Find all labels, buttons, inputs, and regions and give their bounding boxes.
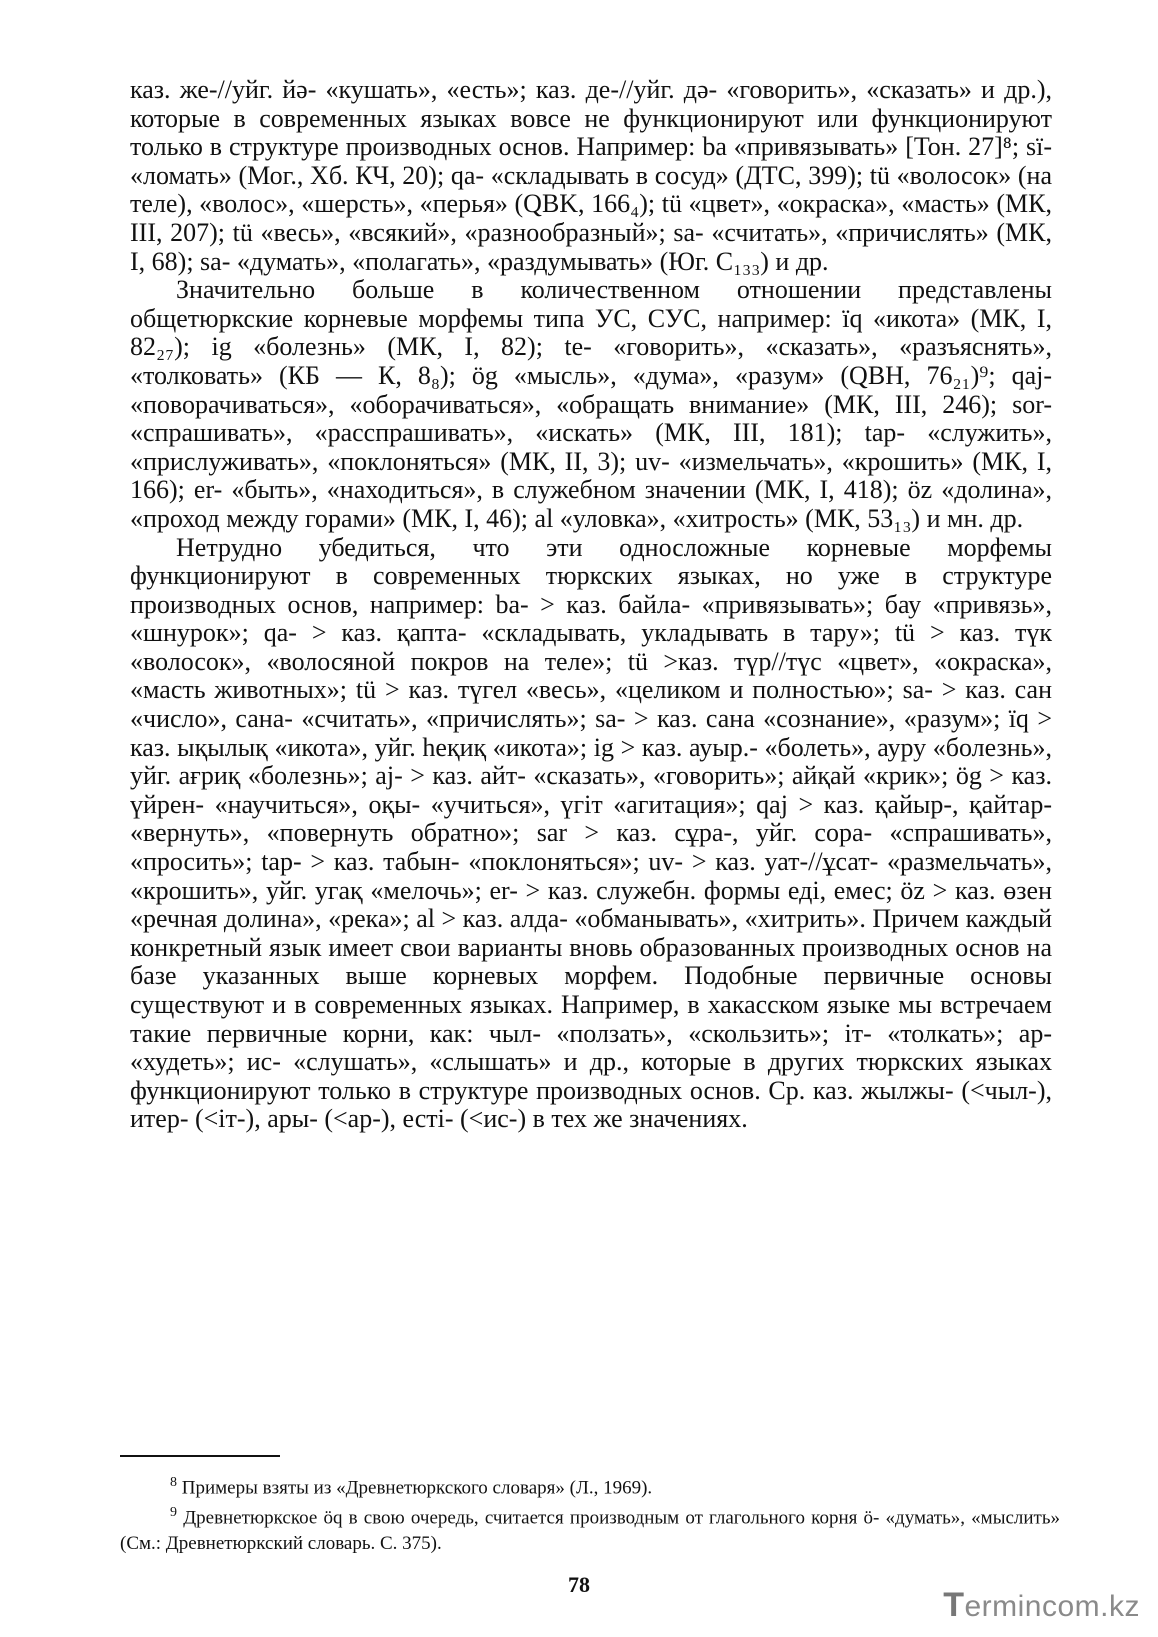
footnote-mark: 9 [170, 1505, 177, 1521]
paragraph-3: Нетрудно убедиться, что эти односложные корневые морфемы функционируют в современных тюркских языках, но уже в структуре производных основ, например: ba- > каз. байла- «привязывать»; бау «привязь», «шнурок»; qa- > каз. қапта- «складывать, укладывать в тару»; tü > каз. түк «волосок», «волосяной покров на теле»; tü >каз. түр//түс «цвет», «окраска», «масть животных»; tü > каз. түгел «весь», «целиком и полностью»; sa- > каз. сан «число», сана- «считать», «причислять»; sa- > каз. сана «сознание», «разум»; ïq > каз. ықылық «икота», уйг. һеқиқ «икота»; ig > каз. ауыр.- «болеть», ауру «болезнь», уйг. ағриқ «болезнь»; aj- > каз. айт- «сказать», «говорить»; айқай «крик»; ög > каз. үйрен- «научиться», оқы- «учиться», үгіт «агитация»; qaj > каз. қайыр-, қайтар- «вернуть», «повернуть обратно»; sar > каз. сұра-, уйг. сора- «спрашивать», «просить»; tap- > каз. табын- «поклоняться»; uv- > каз. уат-//ұсат- «размельчать», «крошить», уйг. угақ «мелочь»; er- > каз. служебн. формы еді, емес; öz > каз. өзен «речная долина», «река»; al > каз. алда- «обманывать», «хитрить». Причем каждый конкретный язык имеет свои варианты вновь образованных производных основ на базе указанных выше корневых морфем. Подобные первичные основы существуют и в современных языках. Например, в хакасском языке мы встречаем такие первичные корни, как: чыл- «ползать», «скользить»; іт- «толкать»; ар- «худеть»; ис- «слушать», «слышать» и др., которые в других тюркских языках функционируют только в структуре производных основ. Ср. каз. жылжы- (<чыл-), итер- (<іт-), ары- (<ар-), есті- (<ис-) в тех же значениях. [130, 532, 1052, 1134]
footnote-text: Примеры взяты из «Древнетюркского словаря» (Л., 1969). [181, 1477, 653, 1499]
footnote-divider [120, 1455, 280, 1457]
footnote-mark: 8 [170, 1475, 177, 1490]
site-watermark-logo: Termincom.kz [943, 1586, 1140, 1624]
footnotes [120, 1470, 1060, 1556]
page-body [130, 76, 1052, 1134]
paragraph-2: Значительно больше в количественном отношении представлены общетюркские корневые морфемы типа УС, СУС, например: ïq «икота» (МК, I, 82₂₇); ig «болезнь» (МК, I, 82); te- «говорить», «сказать», «разъяснять», «толковать» (КБ — К, 8₈); ög «мысль», «дума», «разум» (QBH, 76₂₁)⁹; qaj- «поворачиваться», «оборачиваться», «обращать внимание» (МК, III, 246); sor- «спрашивать», «расспрашивать», «искать» (МК, III, 181); tap- «служить», «прислуживать», «поклоняться» (МК, II, 3); uv- «измельчать», «крошить» (МК, I, 166); er- «быть», «находиться», в служебном значении (МК, I, 418); öz «долина», «проход между горами» (МК, I, 46); al «уловка», «хитрость» (МК, 53₁₃) и мн. др. [130, 275, 1052, 533]
footnote-9 [120, 1500, 1060, 1555]
footnote-8 [120, 1470, 1060, 1500]
footnote-text: Древнетюркское öq в свою очередь, считается производным от глагольного корня ö- «думать», «мыслить» (См.: Древнетюркский словарь. С. 375). [120, 1507, 1061, 1554]
page-number: 78 [568, 1572, 590, 1597]
paragraph-1: каз. же-//уйг. йә- «кушать», «есть»; каз. де-//уйг. дә- «говорить», «сказать» и др.), которые в современных языках вовсе не функционируют или функционируют только в структуре производных основ. Например: ba «привязывать» [Тон. 27]⁸; sï- «ломать» (Мог., Хб. КЧ, 20); qa- «складывать в сосуд» (ДТС, 399); tü «волосок» (на теле), «волос», «шерсть», «перья» (QBK, 166₄); tü «цвет», «окраска», «масть» (МК, III, 207); tü «весь», «всякий», «разнообразный»; sa- «считать», «причислять» (МК, I, 68); sa- «думать», «полагать», «раздумывать» (Юг. C₁₃₃) и др. [130, 75, 1052, 276]
